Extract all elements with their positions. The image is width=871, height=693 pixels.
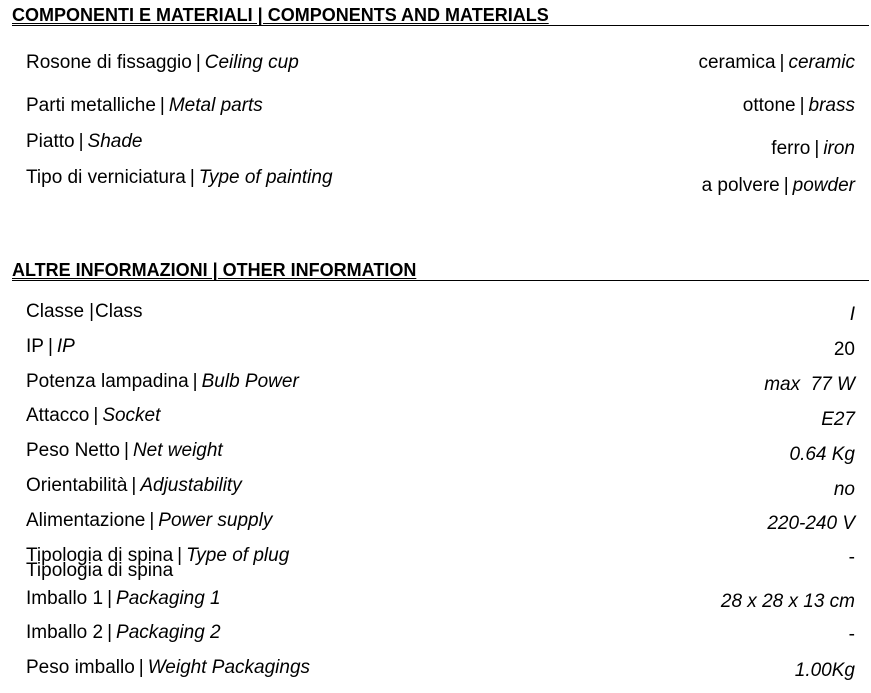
table-row (0, 656, 871, 680)
table-row (0, 370, 871, 394)
row-value: 28 x 28 x 13 cm (720, 591, 855, 612)
row-label: Peso imballo | Weight Packagings (26, 657, 311, 678)
table-row (0, 94, 871, 118)
table-row (0, 51, 871, 75)
row-label: Tipologia di spina | Type of plug (26, 545, 290, 566)
components-section-rule (12, 25, 869, 26)
row-label: IP | IP (26, 336, 75, 357)
row-value: ceramica | ceramic (698, 52, 855, 73)
row-label: Piatto | Shade (26, 131, 143, 152)
row-label: Classe |Class (26, 301, 143, 322)
row-value: I (849, 304, 855, 325)
table-row (0, 587, 871, 611)
other-section-rule (12, 280, 869, 281)
row-value: 0.64 Kg (789, 444, 855, 465)
table-row (0, 166, 871, 196)
row-label: Imballo 1 | Packaging 1 (26, 588, 221, 609)
row-value: 220-240 V (767, 513, 855, 534)
row-label: Orientabilità | Adjustability (26, 475, 242, 496)
row-label: Tipo di verniciatura | Type of painting (26, 167, 333, 188)
clipped-text-fragment: Tipologia di spina (26, 560, 174, 581)
row-label: Parti metalliche | Metal parts (26, 95, 263, 116)
row-value: a polvere | powder (701, 175, 855, 196)
row-label: Potenza lampadina | Bulb Power (26, 371, 299, 392)
components-section-title: COMPONENTI E MATERIALI | COMPONENTS AND MATERIALS (12, 5, 549, 25)
row-value: no (833, 479, 855, 500)
row-value: 1.00Kg (794, 660, 855, 681)
row-value: - (848, 624, 855, 645)
table-row (0, 300, 871, 324)
other-section-title: ALTRE INFORMAZIONI | OTHER INFORMATION (12, 260, 417, 280)
row-label: Imballo 2 | Packaging 2 (26, 622, 221, 643)
row-label: Peso Netto | Net weight (26, 440, 223, 461)
row-label: Attacco | Socket (26, 405, 161, 426)
table-row (0, 404, 871, 428)
row-label: Rosone di fissaggio | Ceiling cup (26, 52, 299, 73)
table-row (0, 474, 871, 498)
row-value: ferro | iron (771, 138, 855, 159)
row-value: E27 (821, 409, 855, 430)
row-value: - (848, 547, 855, 568)
row-label: Alimentazione | Power supply (26, 510, 273, 531)
row-value: ottone | brass (742, 95, 855, 116)
row-value: max 77 W (764, 374, 855, 395)
table-row (0, 439, 871, 463)
table-row (0, 335, 871, 359)
table-row (0, 621, 871, 645)
table-row (0, 509, 871, 533)
row-value: 20 (833, 339, 855, 360)
table-row (0, 130, 871, 159)
